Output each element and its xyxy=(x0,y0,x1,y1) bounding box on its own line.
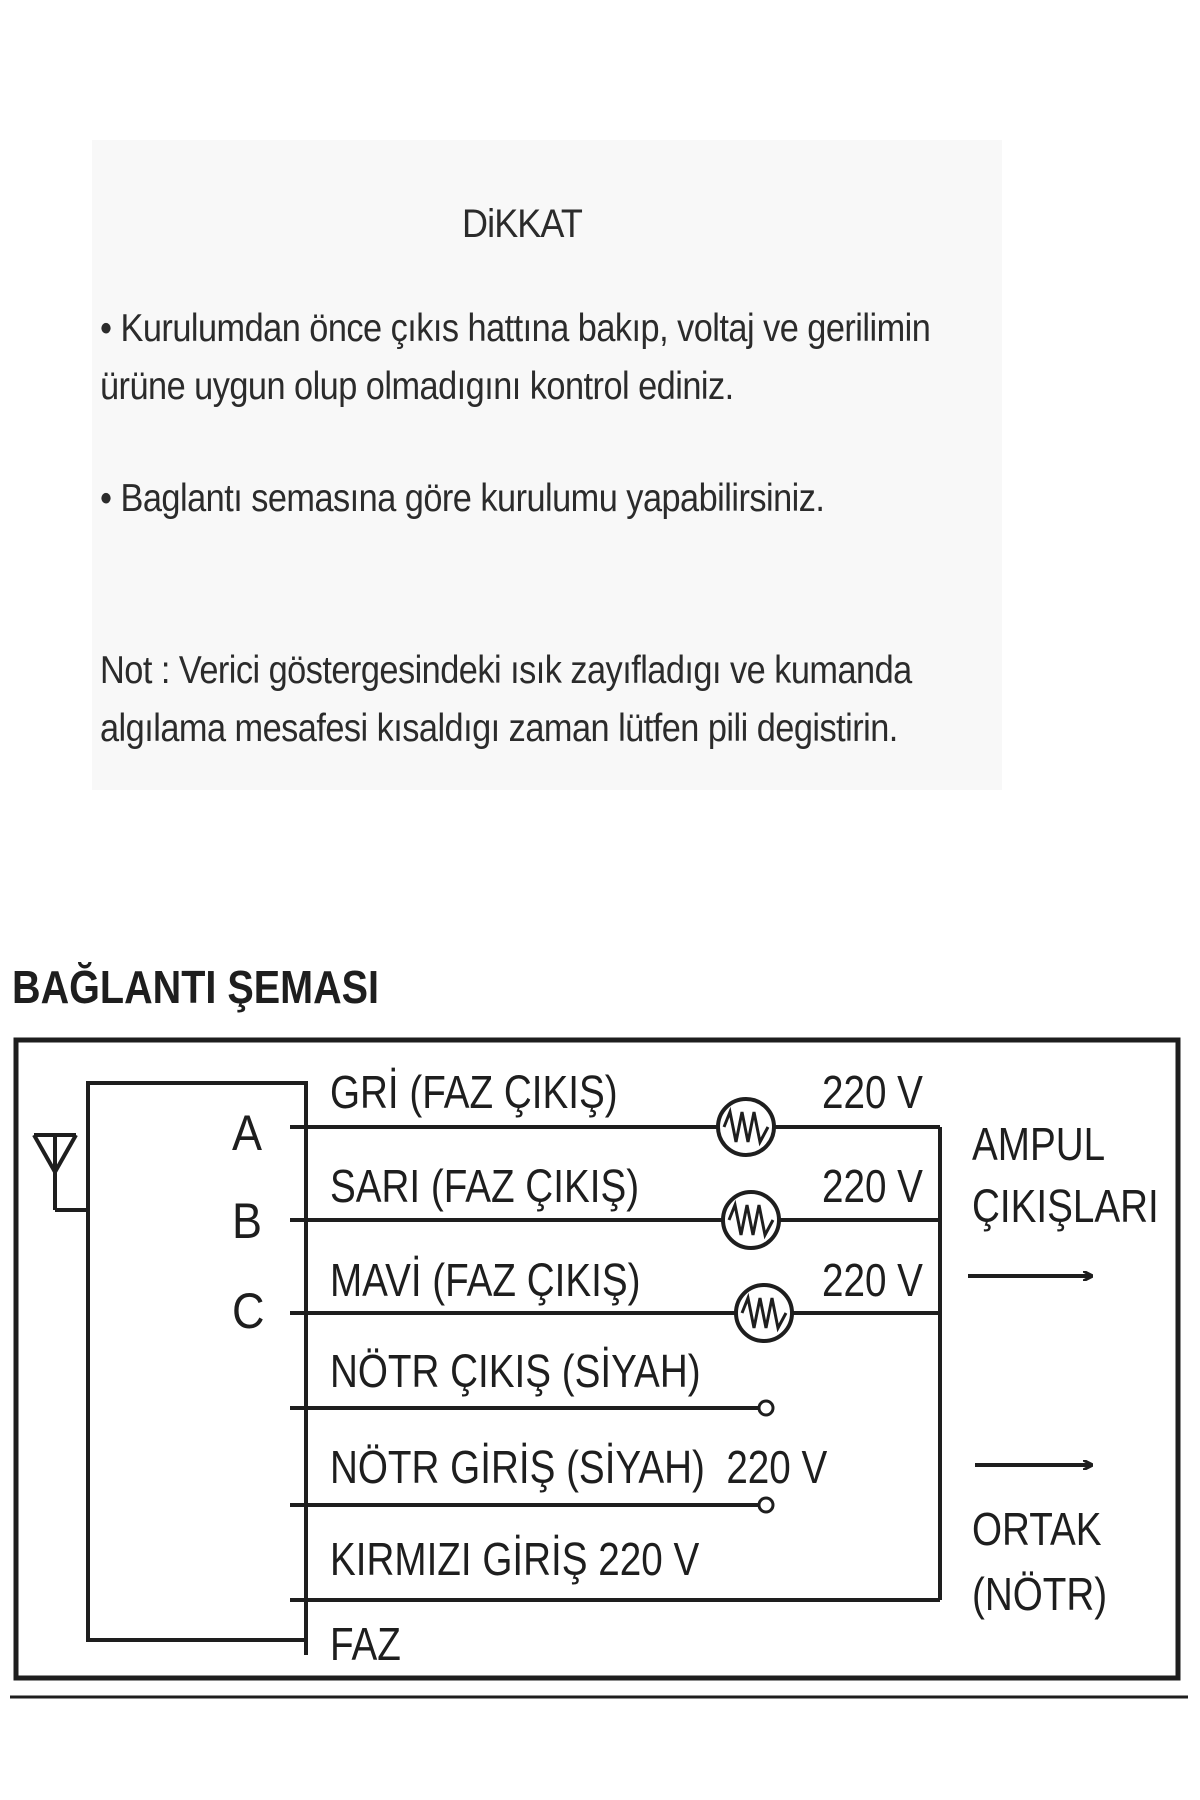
wire-neutral-in-label: NÖTR GİRİŞ (SİYAH) 220 V xyxy=(329,1441,828,1493)
output-label-line2: ÇIKIŞLARI xyxy=(972,1180,1159,1232)
wire-blue-label: MAVİ (FAZ ÇIKIŞ) xyxy=(329,1254,641,1306)
terminal-a-label: A xyxy=(232,1105,263,1162)
wire-faz-label: FAZ xyxy=(329,1618,401,1670)
notice-note-line2: algılama mesafesi kısaldıgı zaman lütfen pili degistirin. xyxy=(100,707,898,750)
wire-red-label: KIRMIZI GİRİŞ 220 V xyxy=(329,1533,700,1585)
voltage-blue-label: 220 V xyxy=(821,1254,923,1306)
antenna-icon xyxy=(34,1135,88,1210)
terminal-b-label: B xyxy=(232,1193,263,1250)
voltage-yellow-label: 220 V xyxy=(821,1160,923,1212)
neutral-in-terminal xyxy=(759,1498,773,1512)
receiver-box xyxy=(88,1083,306,1640)
lamp-yellow-icon xyxy=(723,1192,779,1248)
wire-yellow-label: SARI (FAZ ÇIKIŞ) xyxy=(329,1160,640,1212)
common-label-line2: (NÖTR) xyxy=(972,1568,1108,1620)
lamp-blue-icon xyxy=(736,1285,792,1341)
output-label-line1: AMPUL xyxy=(972,1118,1106,1170)
notice-bullet-voltage-line2: ürüne uygun olup olmadıgını kontrol ediniz. xyxy=(100,365,734,408)
notice-title: DiKKAT xyxy=(462,202,582,246)
notice-note-line1: Not : Verici göstergesindeki ısık zayıfladıgı ve kumanda xyxy=(100,649,912,692)
wire-grey-label: GRİ (FAZ ÇIKIŞ) xyxy=(329,1066,618,1118)
lamp-grey-icon xyxy=(718,1099,774,1155)
wire-neutral-out-label: NÖTR ÇIKIŞ (SİYAH) xyxy=(329,1345,701,1397)
notice-bullet-install-text: • Baglantı semasına göre kurulumu yapabilirsiniz. xyxy=(100,477,825,520)
voltage-grey-label: 220 V xyxy=(821,1066,923,1118)
diagram-title: BAĞLANTI ŞEMASI xyxy=(12,961,380,1013)
common-label-line1: ORTAK xyxy=(972,1503,1102,1555)
terminal-c-label: C xyxy=(232,1283,265,1340)
notice-bullet-voltage-line1: • Kurulumdan önce çıkıs hattına bakıp, voltaj ve gerilimin xyxy=(100,307,931,350)
neutral-out-terminal xyxy=(759,1401,773,1415)
